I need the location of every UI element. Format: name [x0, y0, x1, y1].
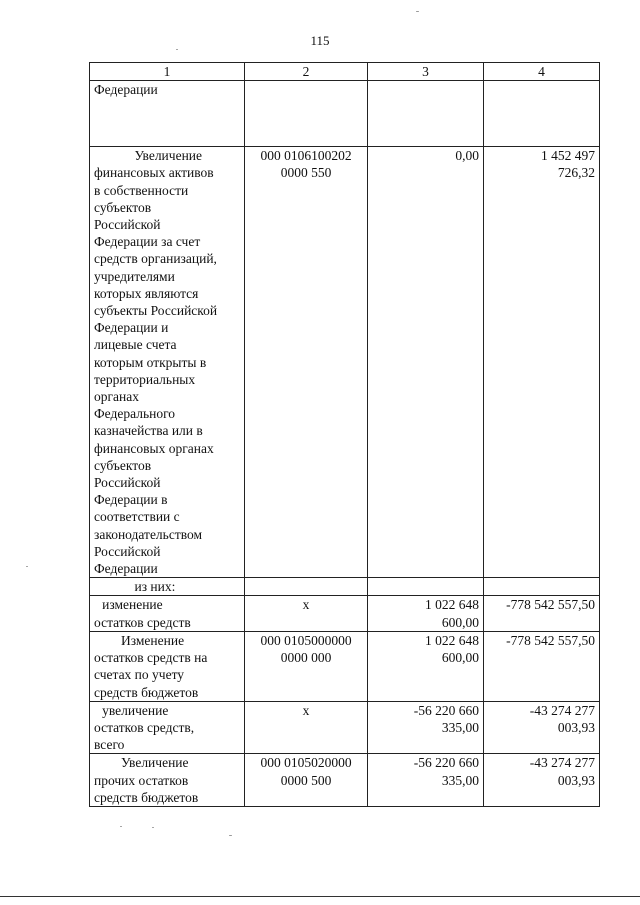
cell-amount-col4: [484, 701, 600, 754]
cell-line: 003,93: [557, 772, 595, 788]
cell-amount-col4: [484, 754, 600, 807]
cell-line: -778 542 557,50: [506, 632, 595, 648]
table-row: [90, 701, 600, 754]
cell-line: из них:: [134, 579, 176, 595]
cell-line: Федерации и: [94, 320, 169, 336]
cell-line: лицевые счета: [94, 337, 177, 353]
cell-amount-col3: [368, 631, 484, 701]
cell-amount-col4: [484, 631, 600, 701]
cell-line: Изменение: [121, 632, 185, 648]
cell-line: казначейства или в: [94, 423, 203, 439]
cell-budget-code: [245, 147, 368, 578]
cell-amount-col4: [484, 81, 600, 147]
table-row: [90, 578, 600, 596]
scan-speck: [176, 49, 178, 50]
column-header-1: 1: [90, 63, 245, 81]
cell-line: остатков средств на: [94, 650, 208, 666]
cell-line: 000 0106100202: [260, 148, 352, 164]
cell-amount-col3: [368, 147, 484, 578]
cell-line: остатков средств: [94, 614, 191, 630]
cell-line: x: [302, 597, 310, 613]
cell-line: субъекты Российской: [94, 303, 218, 319]
budget-table: [89, 62, 600, 807]
cell-line: прочих остатков: [94, 772, 189, 788]
cell-line: Увеличение: [134, 148, 203, 164]
cell-line: -43 274 277: [529, 755, 595, 771]
cell-budget-code: [245, 578, 368, 596]
cell-line: 600,00: [441, 650, 479, 666]
cell-description: [90, 631, 245, 701]
cell-line: 726,32: [557, 165, 595, 181]
table-row: [90, 754, 600, 807]
cell-amount-col4: [484, 147, 600, 578]
cell-line: 0000 500: [280, 772, 332, 788]
cell-line: 335,00: [441, 772, 479, 788]
cell-amount-col3: [368, 81, 484, 147]
scan-speck: [26, 566, 28, 567]
cell-line: 1 452 497: [541, 148, 595, 164]
cell-line: которых являются: [94, 285, 199, 301]
cell-amount-col3: [368, 596, 484, 631]
cell-amount-col3: [368, 754, 484, 807]
table-row: [90, 631, 600, 701]
cell-line: Федерации: [94, 561, 158, 577]
scan-speck: [120, 826, 122, 827]
cell-line: Федерации в: [94, 492, 168, 508]
cell-budget-code: [245, 754, 368, 807]
cell-budget-code: [245, 631, 368, 701]
cell-line: 1 022 648: [425, 597, 479, 613]
cell-line: законодательством: [94, 526, 203, 542]
cell-line: увеличение: [102, 702, 169, 718]
scan-speck: [416, 11, 419, 12]
cell-amount-col4: [484, 578, 600, 596]
cell-line: всего: [94, 737, 125, 753]
cell-line: средств бюджетов: [94, 684, 199, 700]
cell-description: [90, 81, 245, 147]
table-row: [90, 596, 600, 631]
cell-line: 000 0105020000: [260, 755, 352, 771]
column-header-3: 3: [368, 63, 484, 81]
cell-line: Федерации: [94, 82, 158, 98]
cell-line: субъектов: [94, 199, 152, 215]
cell-line: в собственности: [94, 182, 189, 198]
cell-line: которым открыты в: [94, 354, 207, 370]
scan-speck: [152, 827, 154, 828]
cell-budget-code: [245, 596, 368, 631]
cell-line: соответствии с: [94, 509, 180, 525]
column-header-2: 2: [245, 63, 368, 81]
table-row: [90, 147, 600, 578]
cell-line: органах: [94, 389, 139, 405]
cell-amount-col4: [484, 596, 600, 631]
cell-line: x: [302, 702, 310, 718]
cell-description: [90, 701, 245, 754]
cell-description: [90, 596, 245, 631]
cell-line: 1 022 648: [425, 632, 479, 648]
cell-line: изменение: [102, 597, 163, 613]
cell-line: остатков средств,: [94, 719, 195, 735]
cell-line: средств бюджетов: [94, 789, 199, 805]
cell-line: Федерального: [94, 406, 176, 422]
cell-line: Российской: [94, 475, 161, 491]
cell-amount-col3: [368, 578, 484, 596]
cell-line: Российской: [94, 217, 161, 233]
cell-line: 0,00: [455, 148, 479, 164]
table-body: [90, 63, 600, 807]
cell-line: -56 220 660: [413, 702, 479, 718]
cell-description: [90, 147, 245, 578]
cell-line: 600,00: [441, 614, 479, 630]
cell-amount-col3: [368, 701, 484, 754]
cell-budget-code: [245, 701, 368, 754]
cell-line: 335,00: [441, 719, 479, 735]
cell-line: учредителями: [94, 268, 175, 284]
cell-line: -56 220 660: [413, 755, 479, 771]
cell-line: -43 274 277: [529, 702, 595, 718]
cell-line: 0000 550: [280, 165, 332, 181]
cell-line: -778 542 557,50: [506, 597, 595, 613]
cell-line: 000 0105000000: [260, 632, 352, 648]
cell-line: территориальных: [94, 371, 196, 387]
cell-line: 003,93: [557, 719, 595, 735]
cell-line: Федерации за счет: [94, 234, 201, 250]
cell-budget-code: [245, 81, 368, 147]
column-header-4: 4: [484, 63, 600, 81]
cell-line: средств организаций,: [94, 251, 217, 267]
header-row: [90, 63, 600, 81]
cell-line: субъектов: [94, 457, 152, 473]
table-row: [90, 81, 600, 147]
cell-description: [90, 754, 245, 807]
cell-description: [90, 578, 245, 596]
cell-line: Российской: [94, 543, 161, 559]
scan-speck: [229, 835, 232, 836]
page-number: 115: [310, 33, 330, 48]
cell-line: 0000 000: [280, 650, 332, 666]
cell-line: финансовых активов: [94, 165, 214, 181]
bottom-rule: [0, 896, 640, 897]
cell-line: счетах по учету: [94, 667, 185, 683]
cell-line: Увеличение: [121, 755, 189, 771]
cell-line: финансовых органах: [94, 440, 214, 456]
